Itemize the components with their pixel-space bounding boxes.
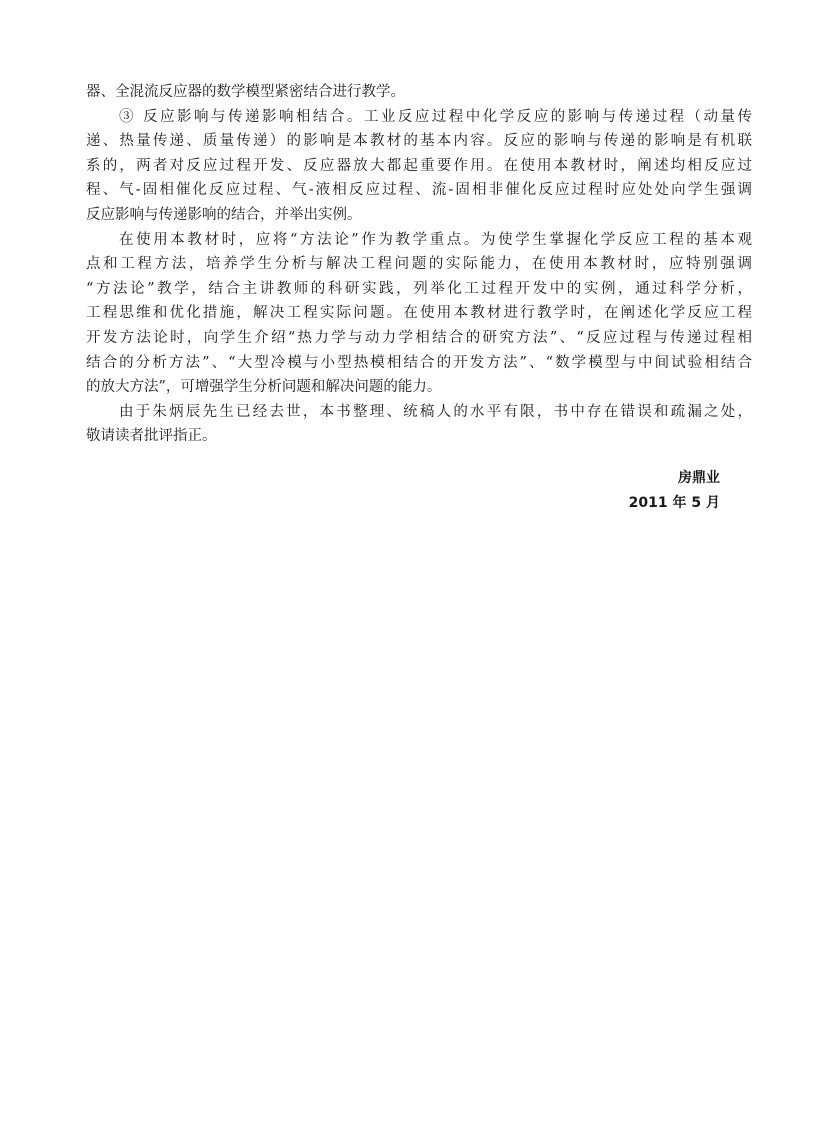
paragraph-4 — [86, 400, 752, 449]
text-line: 由于朱炳辰先生已经去世，本书整理、统稿人的水平有限，书中存在错误和疏漏之处， — [119, 403, 752, 420]
text-line: “方法论”教学，结合主讲教师的科研实践，列举化工过程开发中的实例，通过科学分析， — [86, 280, 752, 297]
text-line: 的放大方法”，可增强学生分析问题和解决问题的能力。 — [86, 379, 442, 396]
paragraph-2 — [86, 105, 752, 228]
text-line: 在使用本教材时，应将“方法论”作为教学重点。为使学生掌握化学反应工程的基本观 — [119, 231, 752, 248]
text-line: 递、热量传递、质量传递）的影响是本教材的基本内容。反应的影响与传递的影响是有机联 — [86, 133, 752, 150]
text-line: ③ 反应影响与传递影响相结合。工业反应过程中化学反应的影响与传递过程（动量传 — [119, 108, 752, 125]
text-line: 结合的分析方法”、“大型冷模与小型热模相结合的开发方法”、“数学模型与中间试验相结合 — [86, 354, 752, 371]
signature-date: 2011 年 5 月 — [628, 495, 720, 511]
text-line: 点和工程方法，培养学生分析与解决工程问题的实际能力，在使用本教材时，应特别强调 — [86, 256, 752, 273]
text-line: 敬请读者批评指正。 — [86, 428, 217, 445]
text-line: 系的，两者对反应过程开发、反应器放大都起重要作用。在使用本教材时，阐述均相反应过 — [86, 157, 752, 174]
text-line: 开发方法论时，向学生介绍“热力学与动力学相结合的研究方法”、“反应过程与传递过程相 — [86, 329, 752, 346]
document-page — [86, 80, 752, 511]
text-line: 程、气-固相催化反应过程、气-液相反应过程、流-固相非催化反应过程时应处处向学生强调 — [86, 182, 752, 199]
signature-name: 房鼎业 — [678, 470, 720, 486]
paragraph-1 — [86, 80, 752, 105]
text-line: 器、全混流反应器的数学模型紧密结合进行教学。 — [86, 84, 405, 100]
text-line: 反应影响与传递影响的结合，并举出实例。 — [86, 206, 362, 223]
text-line: 工程思维和优化措施，解决工程实际问题。在使用本教材进行教学时，在阐述化学反应工程 — [86, 305, 752, 322]
paragraph-3 — [86, 228, 752, 400]
